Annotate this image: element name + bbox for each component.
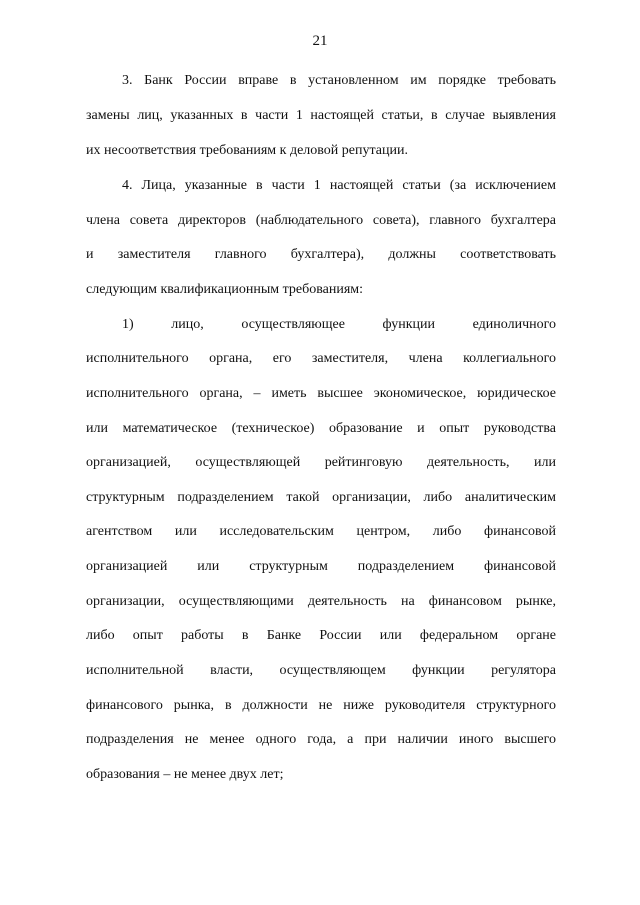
text-line: образования – не менее двух лет;	[86, 767, 284, 782]
text-line: финансового рынка, в должности не ниже руководителя структурного	[86, 698, 556, 713]
text-line: замены лиц, указанных в части 1 настоящей статьи, в случае выявления	[86, 108, 556, 123]
text-line: организацией или структурным подразделением финансовой	[86, 559, 556, 574]
text-line: подразделения не менее одного года, а при наличии иного высшего	[86, 732, 556, 747]
text-line: 3. Банк России вправе в установленном им порядке требовать	[122, 73, 556, 88]
text-line: и заместителя главного бухгалтера), должны соответствовать	[86, 247, 556, 262]
text-line: 1) лицо, осуществляющее функции единоличного	[122, 317, 556, 332]
text-line: их несоответствия требованиям к деловой репутации.	[86, 143, 408, 158]
text-line: либо опыт работы в Банке России или федеральном органе	[86, 628, 556, 643]
page-number: 21	[312, 33, 328, 49]
text-line: организацией, осуществляющей рейтинговую деятельность, или	[86, 455, 556, 470]
text-line: исполнительного органа, его заместителя, члена коллегиального	[86, 351, 556, 366]
text-line: агентством или исследовательским центром, либо финансовой	[86, 524, 556, 539]
text-line: структурным подразделением такой организации, либо аналитическим	[86, 490, 556, 505]
text-line: следующим квалификационным требованиям:	[86, 282, 364, 297]
text-line: 4. Лица, указанные в части 1 настоящей статьи (за исключением	[122, 178, 556, 193]
text-line: исполнительной власти, осуществляющем функции регулятора	[86, 663, 556, 678]
text-line: исполнительного органа, – иметь высшее экономическое, юридическое	[86, 386, 556, 401]
text-line: организации, осуществляющими деятельность на финансовом рынке,	[86, 594, 556, 609]
text-line: или математическое (техническое) образование и опыт руководства	[86, 421, 556, 436]
text-line: члена совета директоров (наблюдательного совета), главного бухгалтера	[86, 213, 556, 228]
